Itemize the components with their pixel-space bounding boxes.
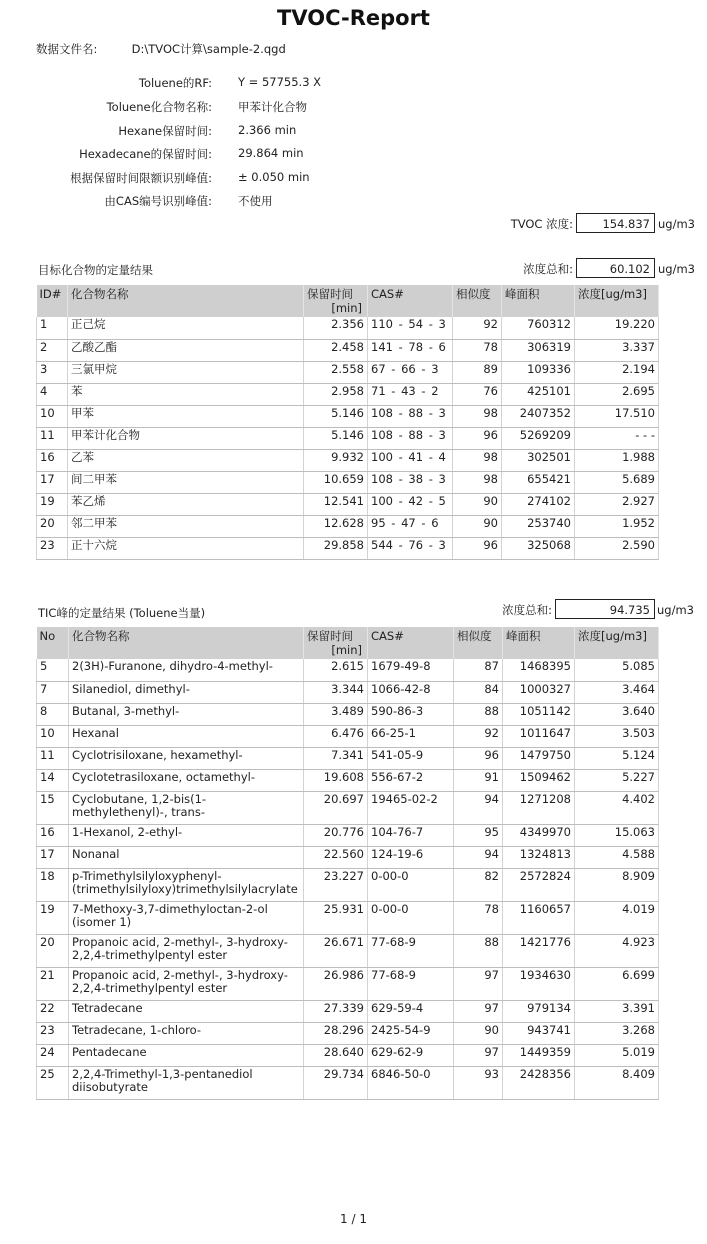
cell-peak-area: 4349970 <box>503 824 575 846</box>
cell-similarity: 84 <box>454 681 503 703</box>
table-row <box>37 868 659 901</box>
report-title: TVOC-Report <box>277 6 430 30</box>
cell-cas: 104-76-7 <box>368 824 454 846</box>
cell-similarity: 93 <box>454 1066 503 1099</box>
col-header-similarity: 相似度 <box>454 627 503 659</box>
cell-id: 4 <box>37 383 68 405</box>
cell-concentration: 3.640 <box>575 703 659 725</box>
cell-peak-area: 1449359 <box>503 1044 575 1066</box>
cell-cas: 0-00-0 <box>368 901 454 934</box>
cell-peak-area: 2572824 <box>503 868 575 901</box>
param-value: 甲苯计化合物 <box>238 100 307 114</box>
cell-retention-time: 2.458 <box>304 339 368 361</box>
target-results-table <box>36 285 659 560</box>
cell-concentration: 4.923 <box>575 934 659 967</box>
cell-cas: 6846-50-0 <box>368 1066 454 1099</box>
col-header-rt: 保留时间 [min] <box>304 627 368 659</box>
cell-concentration: 1.952 <box>575 515 659 537</box>
cell-id: 21 <box>37 967 69 1000</box>
cell-id: 3 <box>37 361 68 383</box>
cell-compound-name: Pentadecane <box>69 1044 304 1066</box>
cell-retention-time: 20.697 <box>304 791 368 824</box>
cell-retention-time: 9.932 <box>304 449 368 471</box>
cell-compound-name: Nonanal <box>69 846 304 868</box>
cell-compound-name: Propanoic acid, 2-methyl-, 3-hydroxy-2,2,4-trimethylpentyl ester <box>69 934 304 967</box>
cell-retention-time: 10.659 <box>304 471 368 493</box>
cell-concentration: 5.124 <box>575 747 659 769</box>
cell-concentration: 3.464 <box>575 681 659 703</box>
file-line <box>36 41 286 57</box>
cell-compound-name: Tetradecane, 1-chloro- <box>69 1022 304 1044</box>
cell-retention-time: 6.476 <box>304 725 368 747</box>
page-number: 1 / 1 <box>340 1212 367 1226</box>
tic-results-table <box>36 627 659 1100</box>
table-row <box>37 769 659 791</box>
cell-id: 11 <box>37 427 68 449</box>
cell-cas: 541-05-9 <box>368 747 454 769</box>
cell-compound-name: 1-Hexanol, 2-ethyl- <box>69 824 304 846</box>
table-header-row <box>37 627 659 659</box>
target-sum-label: 浓度总和: <box>523 262 573 276</box>
cell-compound-name: 邻二甲苯 <box>68 515 304 537</box>
cell-cas: 108 - 88 - 3 <box>368 405 453 427</box>
col-header-concentration: 浓度[ug/m3] <box>575 285 659 317</box>
cell-cas: 556-67-2 <box>368 769 454 791</box>
cell-compound-name: 正十六烷 <box>68 537 304 559</box>
param-label: Toluene的RF: <box>138 76 212 90</box>
cell-id: 23 <box>37 537 68 559</box>
cell-similarity: 92 <box>453 317 502 339</box>
tvoc-label: TVOC 浓度: <box>510 217 573 231</box>
table-row <box>37 967 659 1000</box>
cell-similarity: 90 <box>453 493 502 515</box>
cell-peak-area: 1011647 <box>503 725 575 747</box>
cell-concentration: 5.689 <box>575 471 659 493</box>
col-header-rt: 保留时间 [min] <box>304 285 368 317</box>
cell-id: 23 <box>37 1022 69 1044</box>
cell-peak-area: 2428356 <box>503 1066 575 1099</box>
cell-retention-time: 12.541 <box>304 493 368 515</box>
cell-id: 25 <box>37 1066 69 1099</box>
cell-similarity: 90 <box>454 1022 503 1044</box>
cell-peak-area: 1324813 <box>503 846 575 868</box>
param-value: Y = 57755.3 X <box>238 75 322 89</box>
cell-similarity: 95 <box>454 824 503 846</box>
cell-cas: 108 - 38 - 3 <box>368 471 453 493</box>
cell-id: 7 <box>37 681 69 703</box>
cell-cas: 1679-49-8 <box>368 659 454 681</box>
table-row <box>37 1000 659 1022</box>
col-header-concentration: 浓度[ug/m3] <box>575 627 659 659</box>
cell-id: 19 <box>37 901 69 934</box>
cell-concentration: 5.227 <box>575 769 659 791</box>
cell-retention-time: 5.146 <box>304 405 368 427</box>
cell-concentration: 3.503 <box>575 725 659 747</box>
cell-retention-time: 26.671 <box>304 934 368 967</box>
file-path: D:\TVOC计算\sample-2.qgd <box>131 42 286 56</box>
cell-compound-name: Silanediol, dimethyl- <box>69 681 304 703</box>
cell-compound-name: Tetradecane <box>69 1000 304 1022</box>
cell-peak-area: 1934630 <box>503 967 575 1000</box>
cell-peak-area: 1271208 <box>503 791 575 824</box>
table-row <box>37 681 659 703</box>
cell-concentration: 2.194 <box>575 361 659 383</box>
table-row <box>37 515 659 537</box>
table-row <box>37 361 659 383</box>
cell-concentration: 4.402 <box>575 791 659 824</box>
cell-peak-area: 1160657 <box>503 901 575 934</box>
cell-id: 19 <box>37 493 68 515</box>
cell-compound-name: 甲苯计化合物 <box>68 427 304 449</box>
cell-retention-time: 3.489 <box>304 703 368 725</box>
cell-peak-area: 1051142 <box>503 703 575 725</box>
col-header-name: 化合物名称 <box>68 285 304 317</box>
cell-cas: 0-00-0 <box>368 868 454 901</box>
cell-retention-time: 28.296 <box>304 1022 368 1044</box>
cell-concentration: 3.337 <box>575 339 659 361</box>
table-row <box>37 747 659 769</box>
cell-peak-area: 943741 <box>503 1022 575 1044</box>
cell-similarity: 89 <box>453 361 502 383</box>
cell-concentration: 15.063 <box>575 824 659 846</box>
cell-peak-area: 325068 <box>502 537 575 559</box>
param-value: ± 0.050 min <box>238 170 310 184</box>
cell-cas: 77-68-9 <box>368 967 454 1000</box>
cell-compound-name: 苯乙烯 <box>68 493 304 515</box>
col-header-similarity: 相似度 <box>453 285 502 317</box>
table-row <box>37 824 659 846</box>
cell-peak-area: 253740 <box>502 515 575 537</box>
cell-cas: 141 - 78 - 6 <box>368 339 453 361</box>
cell-cas: 95 - 47 - 6 <box>368 515 453 537</box>
param-value: 不使用 <box>238 194 273 208</box>
cell-similarity: 97 <box>454 1000 503 1022</box>
cell-similarity: 78 <box>454 901 503 934</box>
cell-peak-area: 109336 <box>502 361 575 383</box>
cell-similarity: 82 <box>454 868 503 901</box>
cell-id: 11 <box>37 747 69 769</box>
table-row <box>37 427 659 449</box>
cell-concentration: 8.409 <box>575 1066 659 1099</box>
col-header-cas: CAS# <box>368 285 453 317</box>
table-row <box>37 725 659 747</box>
cell-id: 2 <box>37 339 68 361</box>
cell-concentration: 2.590 <box>575 537 659 559</box>
cell-compound-name: 2,2,4-Trimethyl-1,3-pentanediol diisobutyrate <box>69 1066 304 1099</box>
table-row <box>37 471 659 493</box>
cell-id: 20 <box>37 934 69 967</box>
cell-retention-time: 27.339 <box>304 1000 368 1022</box>
cell-compound-name: 7-Methoxy-3,7-dimethyloctan-2-ol (isomer 1) <box>69 901 304 934</box>
col-header-no: No <box>37 627 69 659</box>
target-section-title: 目标化合物的定量结果 <box>38 263 153 277</box>
cell-similarity: 88 <box>454 703 503 725</box>
cell-similarity: 94 <box>454 846 503 868</box>
cell-compound-name: Butanal, 3-methyl- <box>69 703 304 725</box>
cell-cas: 110 - 54 - 3 <box>368 317 453 339</box>
cell-cas: 71 - 43 - 2 <box>368 383 453 405</box>
cell-concentration: 3.268 <box>575 1022 659 1044</box>
cell-retention-time: 20.776 <box>304 824 368 846</box>
cell-cas: 67 - 66 - 3 <box>368 361 453 383</box>
param-value: 29.864 min <box>238 146 304 160</box>
cell-similarity: 98 <box>453 471 502 493</box>
cell-id: 16 <box>37 824 69 846</box>
file-label: 数据文件名: <box>36 42 98 56</box>
cell-cas: 108 - 88 - 3 <box>368 427 453 449</box>
table-row <box>37 339 659 361</box>
param-label: 根据保留时间限额识别峰值: <box>70 171 212 185</box>
cell-compound-name: p-Trimethylsilyloxyphenyl-(trimethylsilyloxy)trimethylsilylacrylate <box>69 868 304 901</box>
cell-similarity: 97 <box>454 1044 503 1066</box>
cell-retention-time: 2.958 <box>304 383 368 405</box>
cell-id: 5 <box>37 659 69 681</box>
cell-similarity: 91 <box>454 769 503 791</box>
cell-concentration: 5.019 <box>575 1044 659 1066</box>
cell-cas: 1066-42-8 <box>368 681 454 703</box>
cell-compound-name: 甲苯 <box>68 405 304 427</box>
cell-concentration: 2.927 <box>575 493 659 515</box>
tic-section-title: TIC峰的定量结果 (Toluene当量) <box>38 606 206 620</box>
cell-concentration: 19.220 <box>575 317 659 339</box>
cell-id: 15 <box>37 791 69 824</box>
cell-compound-name: Hexanal <box>69 725 304 747</box>
cell-cas: 100 - 41 - 4 <box>368 449 453 471</box>
cell-peak-area: 760312 <box>502 317 575 339</box>
tic-sum-value-box: 94.735 <box>555 599 655 619</box>
cell-similarity: 98 <box>453 405 502 427</box>
cell-compound-name: 苯 <box>68 383 304 405</box>
cell-cas: 100 - 42 - 5 <box>368 493 453 515</box>
table-row <box>37 317 659 339</box>
table-row <box>37 537 659 559</box>
cell-concentration: 6.699 <box>575 967 659 1000</box>
cell-peak-area: 302501 <box>502 449 575 471</box>
cell-retention-time: 26.986 <box>304 967 368 1000</box>
cell-id: 8 <box>37 703 69 725</box>
cell-similarity: 90 <box>453 515 502 537</box>
cell-cas: 124-19-6 <box>368 846 454 868</box>
table-row <box>37 934 659 967</box>
cell-similarity: 92 <box>454 725 503 747</box>
cell-compound-name: 正己烷 <box>68 317 304 339</box>
cell-retention-time: 3.344 <box>304 681 368 703</box>
cell-peak-area: 1479750 <box>503 747 575 769</box>
cell-compound-name: Propanoic acid, 2-methyl-, 3-hydroxy-2,2,4-trimethylpentyl ester <box>69 967 304 1000</box>
param-label: Toluene化合物名称: <box>106 100 212 114</box>
cell-id: 14 <box>37 769 69 791</box>
cell-cas: 590-86-3 <box>368 703 454 725</box>
cell-retention-time: 19.608 <box>304 769 368 791</box>
cell-compound-name: Cyclobutane, 1,2-bis(1-methylethenyl)-, trans- <box>69 791 304 824</box>
cell-retention-time: 28.640 <box>304 1044 368 1066</box>
target-sum-value-box: 60.102 <box>576 258 655 278</box>
cell-peak-area: 425101 <box>502 383 575 405</box>
cell-id: 10 <box>37 725 69 747</box>
cell-concentration: 17.510 <box>575 405 659 427</box>
cell-id: 18 <box>37 868 69 901</box>
cell-peak-area: 1468395 <box>503 659 575 681</box>
table-row <box>37 659 659 681</box>
cell-compound-name: 三氯甲烷 <box>68 361 304 383</box>
cell-similarity: 96 <box>454 747 503 769</box>
table-row <box>37 1022 659 1044</box>
cell-id: 17 <box>37 471 68 493</box>
cell-peak-area: 979134 <box>503 1000 575 1022</box>
cell-concentration: 4.019 <box>575 901 659 934</box>
cell-id: 20 <box>37 515 68 537</box>
cell-peak-area: 1509462 <box>503 769 575 791</box>
cell-similarity: 98 <box>453 449 502 471</box>
cell-compound-name: 乙酸乙酯 <box>68 339 304 361</box>
cell-cas: 629-59-4 <box>368 1000 454 1022</box>
table-row <box>37 449 659 471</box>
cell-peak-area: 1421776 <box>503 934 575 967</box>
cell-retention-time: 7.341 <box>304 747 368 769</box>
cell-retention-time: 29.858 <box>304 537 368 559</box>
cell-retention-time: 2.558 <box>304 361 368 383</box>
cell-cas: 66-25-1 <box>368 725 454 747</box>
cell-concentration: 2.695 <box>575 383 659 405</box>
col-header-id: ID# <box>37 285 68 317</box>
table-row <box>37 846 659 868</box>
cell-cas: 2425-54-9 <box>368 1022 454 1044</box>
cell-similarity: 97 <box>454 967 503 1000</box>
tic-sum-unit: ug/m3 <box>657 603 694 617</box>
table-row <box>37 901 659 934</box>
cell-id: 17 <box>37 846 69 868</box>
cell-retention-time: 12.628 <box>304 515 368 537</box>
cell-concentration: 4.588 <box>575 846 659 868</box>
cell-compound-name: Cyclotetrasiloxane, octamethyl- <box>69 769 304 791</box>
cell-id: 10 <box>37 405 68 427</box>
tvoc-value-box: 154.837 <box>576 213 655 233</box>
tvoc-unit: ug/m3 <box>658 217 695 231</box>
cell-compound-name: 乙苯 <box>68 449 304 471</box>
table-row <box>37 791 659 824</box>
cell-cas: 19465-02-2 <box>368 791 454 824</box>
col-header-cas: CAS# <box>368 627 454 659</box>
table-header-row <box>37 285 659 317</box>
cell-peak-area: 306319 <box>502 339 575 361</box>
cell-concentration: - - - <box>575 427 659 449</box>
cell-compound-name: 2(3H)-Furanone, dihydro-4-methyl- <box>69 659 304 681</box>
cell-similarity: 96 <box>453 537 502 559</box>
cell-peak-area: 5269209 <box>502 427 575 449</box>
tic-sum-label: 浓度总和: <box>502 603 552 617</box>
param-label: Hexane保留时间: <box>118 124 212 138</box>
col-header-area: 峰面积 <box>503 627 575 659</box>
cell-similarity: 96 <box>453 427 502 449</box>
cell-peak-area: 1000327 <box>503 681 575 703</box>
cell-id: 22 <box>37 1000 69 1022</box>
cell-retention-time: 23.227 <box>304 868 368 901</box>
cell-concentration: 1.988 <box>575 449 659 471</box>
cell-concentration: 5.085 <box>575 659 659 681</box>
table-row <box>37 493 659 515</box>
cell-concentration: 8.909 <box>575 868 659 901</box>
cell-retention-time: 22.560 <box>304 846 368 868</box>
cell-id: 16 <box>37 449 68 471</box>
cell-peak-area: 655421 <box>502 471 575 493</box>
cell-concentration: 3.391 <box>575 1000 659 1022</box>
table-row <box>37 1044 659 1066</box>
cell-retention-time: 5.146 <box>304 427 368 449</box>
table-row <box>37 703 659 725</box>
table-row <box>37 405 659 427</box>
param-value: 2.366 min <box>238 123 297 137</box>
target-sum-unit: ug/m3 <box>658 262 695 276</box>
table-row <box>37 1066 659 1099</box>
param-label: Hexadecane的保留时间: <box>79 147 212 161</box>
cell-cas: 77-68-9 <box>368 934 454 967</box>
cell-id: 24 <box>37 1044 69 1066</box>
cell-similarity: 76 <box>453 383 502 405</box>
cell-compound-name: 间二甲苯 <box>68 471 304 493</box>
cell-retention-time: 2.356 <box>304 317 368 339</box>
cell-id: 1 <box>37 317 68 339</box>
cell-similarity: 94 <box>454 791 503 824</box>
cell-peak-area: 2407352 <box>502 405 575 427</box>
col-header-name: 化合物名称 <box>69 627 304 659</box>
cell-retention-time: 29.734 <box>304 1066 368 1099</box>
cell-similarity: 88 <box>454 934 503 967</box>
cell-retention-time: 25.931 <box>304 901 368 934</box>
cell-peak-area: 274102 <box>502 493 575 515</box>
param-label: 由CAS编号识别峰值: <box>104 194 212 208</box>
cell-compound-name: Cyclotrisiloxane, hexamethyl- <box>69 747 304 769</box>
cell-similarity: 87 <box>454 659 503 681</box>
cell-cas: 544 - 76 - 3 <box>368 537 453 559</box>
table-row <box>37 383 659 405</box>
cell-similarity: 78 <box>453 339 502 361</box>
cell-cas: 629-62-9 <box>368 1044 454 1066</box>
col-header-area: 峰面积 <box>502 285 575 317</box>
cell-retention-time: 2.615 <box>304 659 368 681</box>
